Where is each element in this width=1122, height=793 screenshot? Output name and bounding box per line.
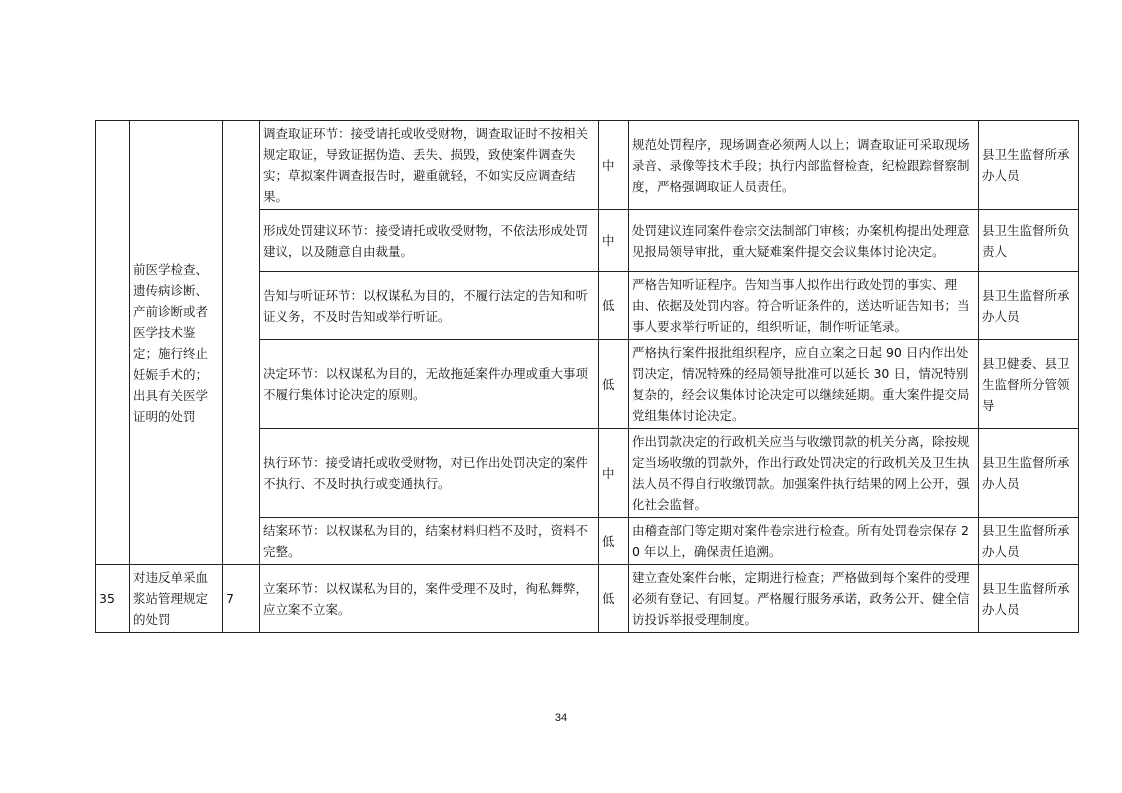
risk-level: 中: [599, 210, 629, 272]
control-measure: 处罚建议连同案件卷宗交法制部门审核；办案机构提出处理意见报局领导审批，重大疑难案件提交会议集体讨论决定。: [629, 210, 979, 272]
risk-description: 结案环节：以权谋私为目的，结案材料归档不及时，资料不完整。: [260, 518, 599, 565]
risk-description: 执行环节：接受请托或收受财物，对已作出处罚决定的案件不执行、不及时执行或变通执行。: [260, 429, 599, 518]
risk-level: 低: [599, 340, 629, 429]
risk-level: 中: [599, 429, 629, 518]
responsible-party: 县卫生监督所负责人: [979, 210, 1079, 272]
risk-level: 低: [599, 518, 629, 565]
risk-description: 告知与听证环节：以权谋私为目的，不履行法定的告知和听证义务，不及时告知或举行听证。: [260, 272, 599, 340]
risk-level: 低: [599, 272, 629, 340]
page-number: 34: [554, 712, 568, 724]
risk-description: 立案环节：以权谋私为目的，案件受理不及时，徇私舞弊，应立案不立案。: [260, 565, 599, 633]
control-measure: 建立查处案件台帐，定期进行检查；严格做到每个案件的受理必须有登记、有回复。严格履行服务承诺，政务公开、健全信访投诉举报受理制度。: [629, 565, 979, 633]
table-row: [96, 565, 1079, 633]
risk-level: 中: [599, 121, 629, 210]
table-row: [96, 121, 1079, 210]
responsible-party: 县卫健委、县卫生监督所分管领导: [979, 340, 1079, 429]
risk-level: 低: [599, 565, 629, 633]
control-measure: 由稽查部门等定期对案件卷宗进行检查。所有处罚卷宗保存 20 年以上，确保责任追溯。: [629, 518, 979, 565]
row-number: [96, 121, 130, 565]
responsible-party: 县卫生监督所承办人员: [979, 565, 1079, 633]
risk-description: 决定环节：以权谋私为目的，无故拖延案件办理或重大事项不履行集体讨论决定的原则。: [260, 340, 599, 429]
control-measure: 严格告知听证程序。告知当事人拟作出行政处罚的事实、理由、依据及处罚内容。符合听证条件的，送达听证告知书；当事人要求举行听证的，组织听证，制作听证笔录。: [629, 272, 979, 340]
control-measure: 作出罚款决定的行政机关应当与收缴罚款的机关分离，除按规定当场收缴的罚款外，作出行政处罚决定的行政机关及卫生执法人员不得自行收缴罚款。加强案件执行结果的网上公开，强化社会监督。: [629, 429, 979, 518]
item-name: 前医学检查、遗传病诊断、产前诊断或者医学技术鉴定；施行终止妊娠手术的；出具有关医学证明的处罚: [130, 121, 223, 565]
responsible-party: 县卫生监督所承办人员: [979, 518, 1079, 565]
responsible-party: 县卫生监督所承办人员: [979, 272, 1079, 340]
risk-table: [95, 120, 1079, 633]
control-measure: 严格执行案件报批组织程序，应自立案之日起 90 日内作出处罚决定，情况特殊的经局领导批准可以延长 30 日，情况特别复杂的，经会议集体讨论决定可以继续延期。重大案件提交局党组集体讨论决定。: [629, 340, 979, 429]
item-name: 对违反单采血浆站管理规定的处罚: [130, 565, 223, 633]
risk-description: 调查取证环节：接受请托或收受财物，调查取证时不按相关规定取证，导致证据伪造、丢失、损毁，致使案件调查失实；草拟案件调查报告时，避重就轻，不如实反应调查结果。: [260, 121, 599, 210]
responsible-party: 县卫生监督所承办人员: [979, 429, 1079, 518]
item-count: [223, 121, 260, 565]
control-measure: 规范处罚程序，现场调查必须两人以上；调查取证可采取现场录音、录像等技术手段；执行内部监督检查，纪检跟踪督察制度，严格强调取证人员责任。: [629, 121, 979, 210]
risk-description: 形成处罚建议环节：接受请托或收受财物，不依法形成处罚建议，以及随意自由裁量。: [260, 210, 599, 272]
item-count: 7: [223, 565, 260, 633]
row-number: 35: [96, 565, 130, 633]
responsible-party: 县卫生监督所承办人员: [979, 121, 1079, 210]
